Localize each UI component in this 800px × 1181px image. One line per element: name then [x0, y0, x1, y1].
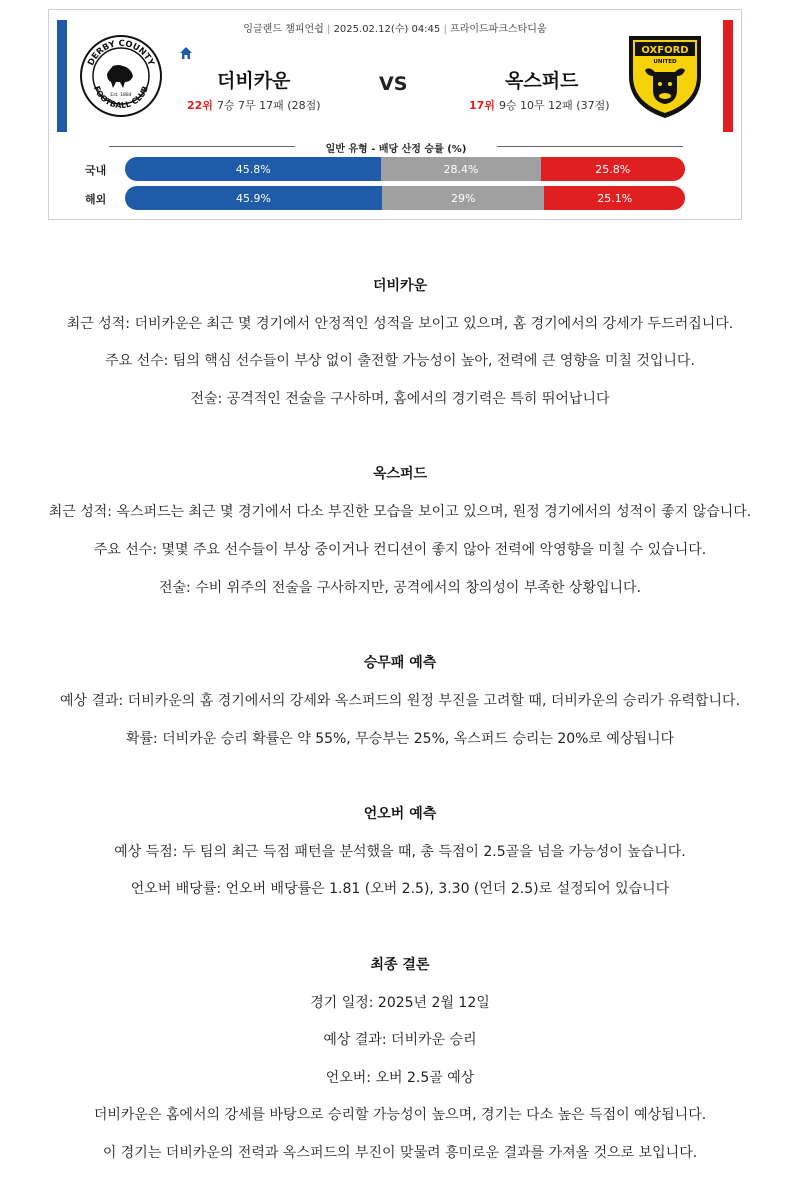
paragraph: 경기 일정: 2025년 2월 12일 — [310, 995, 490, 1011]
paragraph: 이 경기는 더비카운의 전력과 옥스퍼드의 부진이 맞물려 흥미로운 결과를 가져올 것으로 보입니다. — [102, 1145, 698, 1161]
paragraph: 최근 성적: 더비카운은 최근 몇 경기에서 안정적인 성적을 보이고 있으며, 홈 경기에서의 강세가 두드러집니다. — [66, 316, 734, 332]
odds-row-domestic — [85, 157, 685, 181]
derby-county-logo — [79, 30, 163, 122]
paragraph: 주요 선수: 몇몇 주요 선수들이 부상 중이거나 컨디션이 좋지 않아 전력에 악영향을 미칠 수 있습니다. — [93, 542, 707, 558]
venue-name: 프라이드파크스타디움 — [450, 24, 547, 35]
svg-text:DERBY COUNTY: DERBY COUNTY — [86, 38, 156, 68]
paragraph: 전술: 공격적인 전술을 구사하며, 홈에서의 경기력은 특히 뛰어납니다 — [190, 391, 610, 407]
home-win-segment: 45.8% — [125, 157, 381, 181]
away-team-rank: 17위 — [469, 99, 495, 112]
match-card — [48, 9, 742, 220]
paragraph: 전술: 수비 위주의 전술을 구사하지만, 공격에서의 창의성이 부족한 상황입니다. — [159, 580, 641, 596]
paragraph: 예상 득점: 두 팀의 최근 득점 패턴을 분석했을 때, 총 득점이 2.5골을 넘을 가능성이 높습니다. — [114, 844, 686, 860]
paragraph: 언오버 배당률: 언오버 배당률은 1.81 (오버 2.5), 3.30 (언더 2.5)로 설정되어 있습니다 — [130, 881, 670, 897]
home-team-stats: 7승 7무 17패 (28점) — [216, 99, 321, 112]
away-team-stats: 9승 10무 12패 (37점) — [498, 99, 610, 112]
league-name: 잉글랜드 챔피언쉽 — [243, 24, 324, 35]
away-team-name: 옥스퍼드 — [505, 70, 579, 92]
odds-row-label: 해외 — [85, 193, 107, 206]
paragraph: 예상 결과: 더비카운의 홈 경기에서의 강세와 옥스퍼드의 원정 부진을 고려할 때, 더비카운의 승리가 유력합니다. — [59, 693, 741, 709]
match-meta: 잉글랜드 챔피언쉽 | 2025.02.12(수) 04:45 | 프라이드파크스타디움 — [243, 24, 547, 35]
away-color-stripe — [723, 20, 733, 132]
section-title-result-prediction: 승무패 예측 — [363, 655, 437, 671]
away-win-segment: 25.8% — [541, 157, 685, 181]
section-title-away-team: 옥스퍼드 — [372, 466, 428, 482]
paragraph: 최근 성적: 옥스퍼드는 최근 몇 경기에서 다소 부진한 모습을 보이고 있으며, 원정 경기에서의 성적이 좋지 않습니다. — [48, 504, 752, 520]
section-title-conclusion: 최종 결론 — [370, 957, 430, 973]
divider-line-right — [497, 146, 683, 147]
paragraph: 주요 선수: 팀의 핵심 선수들이 부상 없이 출전할 가능성이 높아, 전력에 큰 영향을 미칠 것입니다. — [105, 353, 695, 369]
match-datetime: 2025.02.12(수) 04:45 — [333, 24, 441, 35]
draw-segment: 28.4% — [381, 157, 540, 181]
distribution-title: 일반 유형 - 배당 산정 승률 (%) — [325, 144, 467, 155]
home-team-rank: 22위 — [187, 99, 213, 112]
svg-text:OXFORD: OXFORD — [641, 45, 689, 56]
vs-label: VS — [379, 73, 408, 95]
svg-text:Est. 1884: Est. 1884 — [110, 93, 132, 98]
odds-bar — [125, 157, 685, 181]
section-title-home-team: 더비카운 — [372, 278, 428, 294]
svg-text:FOOTBALL CLUB: FOOTBALL CLUB — [91, 84, 151, 111]
odds-row-label: 국내 — [85, 164, 107, 177]
home-team-record — [187, 97, 321, 113]
home-win-segment: 45.9% — [125, 186, 382, 210]
home-icon — [179, 46, 193, 60]
home-color-stripe — [57, 20, 67, 132]
oxford-united-logo — [623, 30, 707, 122]
odds-bar — [125, 186, 685, 210]
paragraph: 더비카운은 홈에서의 강세를 바탕으로 승리할 가능성이 높으며, 경기는 다소 높은 득점이 예상됩니다. — [93, 1107, 707, 1123]
svg-text:UNITED: UNITED — [653, 59, 677, 65]
odds-row-overseas — [85, 186, 685, 210]
paragraph: 확률: 더비카운 승리 확률은 약 55%, 무승부는 25%, 옥스퍼드 승리는 20%로 예상됩니다 — [125, 731, 675, 747]
away-win-segment: 25.1% — [544, 186, 685, 210]
draw-segment: 29% — [382, 186, 544, 210]
section-title-over-under: 언오버 예측 — [363, 806, 437, 822]
home-team-name: 더비카운 — [217, 70, 291, 92]
away-team-record — [469, 97, 610, 113]
paragraph: 예상 결과: 더비카운 승리 — [323, 1032, 477, 1048]
paragraph: 언오버: 오버 2.5골 예상 — [325, 1070, 475, 1086]
distribution-divider — [109, 140, 683, 155]
